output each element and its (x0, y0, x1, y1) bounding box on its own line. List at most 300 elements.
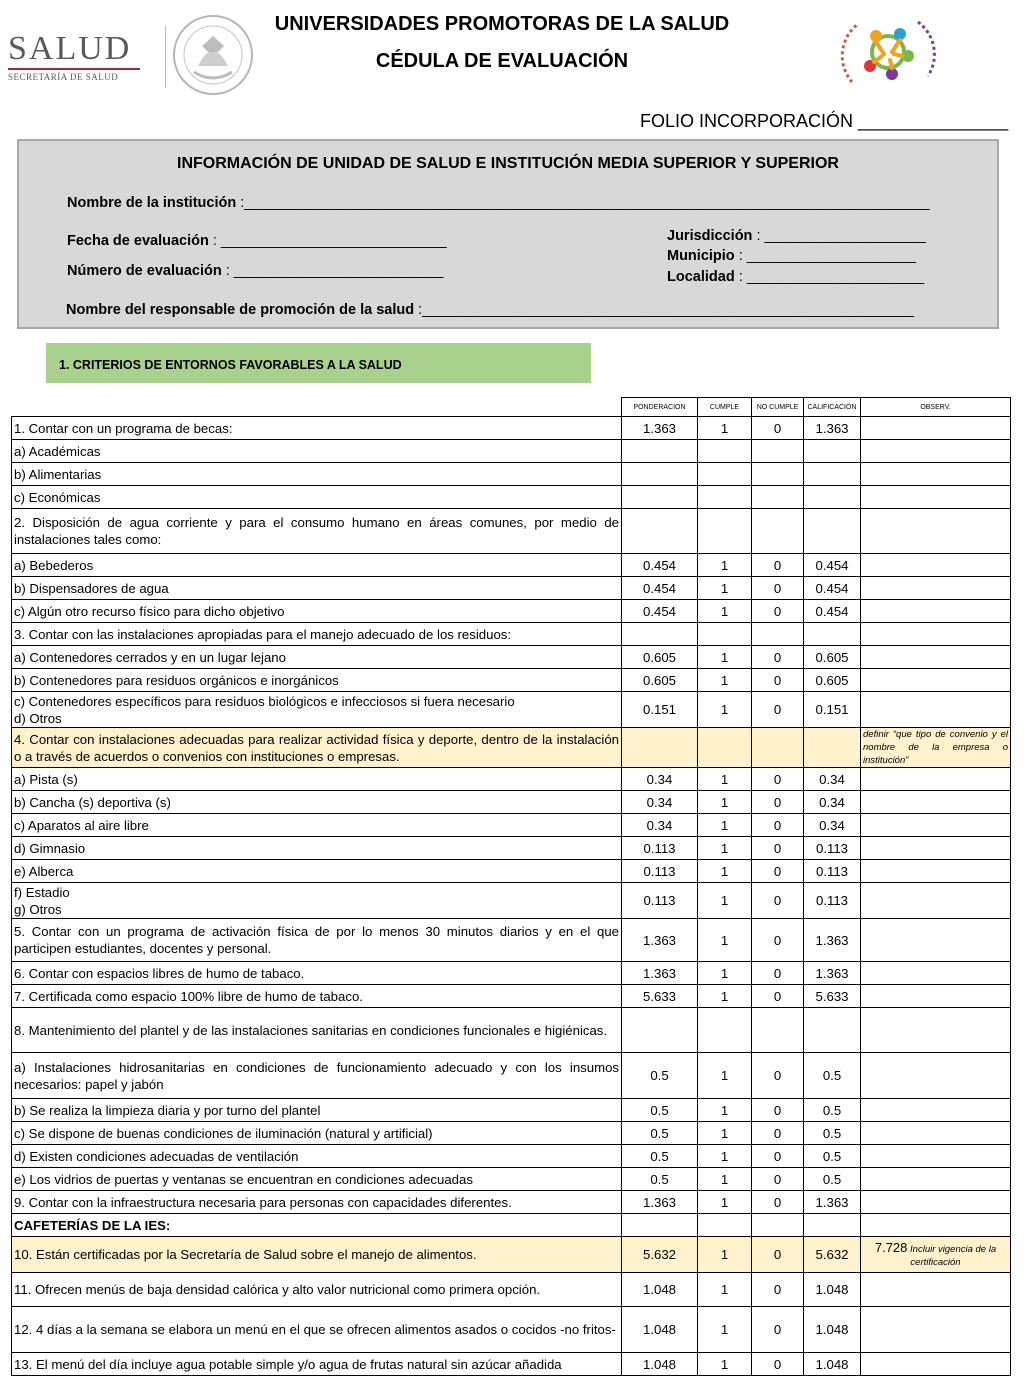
table-row (12, 985, 1011, 1008)
criterion-text: b) Se realiza la limpieza diaria y por turno del plantel (14, 1102, 321, 1118)
criterion-text: c) Se dispone de buenas condiciones de iluminación (natural y artificial) (14, 1125, 433, 1141)
ponderacion-cell[interactable]: 1.363 (622, 1191, 698, 1214)
observ-cell[interactable] (861, 509, 1011, 554)
cumple-cell[interactable]: 1 (698, 646, 752, 669)
table-row (12, 554, 1011, 577)
observ-cell[interactable] (861, 554, 1011, 577)
criterion-cell (12, 728, 622, 768)
cumple-cell[interactable]: 1 (698, 837, 752, 860)
observ-cell[interactable] (861, 1214, 1011, 1237)
table-row (12, 1273, 1011, 1307)
municipio-field[interactable] (667, 248, 916, 264)
criterion-text: e) Los vidrios de puertas y ventanas se encuentran en condiciones adecuadas (14, 1171, 473, 1187)
criterion-text: b) Cancha (s) deportiva (s) (14, 794, 171, 810)
calificacion-cell[interactable] (804, 440, 861, 463)
fecha-field[interactable] (67, 233, 447, 249)
table-row (12, 440, 1011, 463)
criterion-text: 1. Contar con un programa de becas: (14, 420, 233, 436)
no-cumple-cell[interactable] (752, 1008, 804, 1053)
cumple-cell[interactable]: 1 (698, 1168, 752, 1191)
no-cumple-cell[interactable] (752, 463, 804, 486)
observ-cell[interactable] (861, 1273, 1011, 1307)
table-header-row (12, 398, 1011, 417)
criterion-cell (12, 1307, 622, 1353)
cumple-cell[interactable]: 1 (698, 1353, 752, 1376)
cumple-cell[interactable]: 1 (698, 1191, 752, 1214)
observ-cell[interactable] (861, 791, 1011, 814)
criterion-cell (12, 860, 622, 883)
ponderacion-cell[interactable] (622, 440, 698, 463)
observ-cell[interactable] (861, 1353, 1011, 1376)
no-cumple-cell[interactable] (752, 623, 804, 646)
observ-cell[interactable] (861, 417, 1011, 440)
calificacion-cell[interactable]: 0.454 (804, 554, 861, 577)
no-cumple-cell[interactable]: 0 (752, 837, 804, 860)
cumple-cell[interactable]: 1 (698, 1122, 752, 1145)
calificacion-cell[interactable]: 1.363 (804, 962, 861, 985)
criterion-cell (12, 768, 622, 791)
table-row (12, 768, 1011, 791)
table-row (12, 814, 1011, 837)
responsable-line: :_____________________________________________________________ (414, 302, 915, 318)
institucion-field[interactable] (67, 195, 930, 211)
observ-cell[interactable] (861, 1168, 1011, 1191)
calificacion-cell[interactable] (804, 728, 861, 768)
criterion-text: 2. Disposición de agua corriente y para el consumo humano en áreas comunes, por medio de instalaciones tales como: (14, 515, 619, 547)
criterion-text: f) Estadio (14, 884, 70, 900)
no-cumple-cell[interactable]: 0 (752, 692, 804, 728)
calificacion-cell[interactable]: 0.5 (804, 1122, 861, 1145)
table-row (12, 623, 1011, 646)
no-cumple-cell[interactable]: 0 (752, 417, 804, 440)
table-header-observ: OBSERV. (861, 398, 1011, 417)
observ-cell[interactable] (861, 463, 1011, 486)
localidad-label: Localidad (667, 269, 735, 285)
municipio-line: : _____________________ (734, 248, 917, 264)
cumple-cell[interactable] (698, 728, 752, 768)
ponderacion-cell[interactable]: 1.363 (622, 962, 698, 985)
criterion-cell (12, 463, 622, 486)
calificacion-cell[interactable] (804, 1008, 861, 1053)
criterion-text: 6. Contar con espacios libres de humo de tabaco. (14, 965, 305, 981)
ponderacion-cell[interactable]: 0.454 (622, 577, 698, 600)
ponderacion-cell[interactable]: 0.151 (622, 692, 698, 728)
ponderacion-cell[interactable] (622, 623, 698, 646)
no-cumple-cell[interactable]: 0 (752, 860, 804, 883)
no-cumple-cell[interactable]: 0 (752, 814, 804, 837)
cumple-cell[interactable]: 1 (698, 1273, 752, 1307)
criterion-text-secondary: d) Otros (14, 710, 62, 726)
institucion-line: :_____________________________________________________________________________________ (236, 195, 930, 211)
table-header-ponderacion: PONDERACION (622, 398, 698, 417)
ponderacion-cell[interactable] (622, 509, 698, 554)
ponderacion-cell[interactable]: 5.633 (622, 985, 698, 1008)
cumple-cell[interactable]: 1 (698, 1145, 752, 1168)
criterion-text: a) Académicas (14, 443, 101, 459)
cumple-cell[interactable]: 1 (698, 985, 752, 1008)
criterion-cell (12, 554, 622, 577)
criterion-cell (12, 791, 622, 814)
observ-cell[interactable] (861, 1307, 1011, 1353)
cumple-cell[interactable]: 1 (698, 417, 752, 440)
calificacion-cell[interactable]: 0.34 (804, 768, 861, 791)
table-header-criterion (12, 398, 622, 417)
criterion-cell (12, 1008, 622, 1053)
table-row (12, 883, 1011, 919)
folio-incorporacion: FOLIO INCORPORACIÓN _______________ (640, 111, 1009, 131)
cumple-cell[interactable] (698, 623, 752, 646)
criterion-cell (12, 1099, 622, 1122)
observ-cell[interactable] (861, 1053, 1011, 1099)
table-row (12, 509, 1011, 554)
table-row (12, 669, 1011, 692)
salud-logo-word: SALUD (8, 30, 132, 67)
observ-cell[interactable] (861, 623, 1011, 646)
localidad-line: : ______________________ (734, 269, 925, 285)
criterion-cell (12, 1273, 622, 1307)
salud-logo-subtitle: SECRETARÍA DE SALUD (8, 72, 119, 82)
no-cumple-cell[interactable]: 0 (752, 1145, 804, 1168)
calificacion-cell[interactable]: 5.633 (804, 985, 861, 1008)
observ-cell[interactable] (861, 577, 1011, 600)
cumple-cell[interactable] (698, 509, 752, 554)
criterion-cell (12, 814, 622, 837)
criterion-cell (12, 1191, 622, 1214)
no-cumple-cell[interactable]: 0 (752, 791, 804, 814)
observ-cell[interactable] (861, 646, 1011, 669)
no-cumple-cell[interactable]: 0 (752, 985, 804, 1008)
no-cumple-cell[interactable]: 0 (752, 669, 804, 692)
no-cumple-cell[interactable] (752, 486, 804, 509)
ponderacion-cell[interactable] (622, 728, 698, 768)
table-header-no-cumple: NO CUMPLE (752, 398, 804, 417)
table-row (12, 1145, 1011, 1168)
cumple-cell[interactable]: 1 (698, 1307, 752, 1353)
observ-score: 7.728 (874, 1239, 908, 1255)
criterion-text: a) Pista (s) (14, 771, 78, 787)
criterion-cell (12, 417, 622, 440)
calificacion-cell[interactable]: 0.5 (804, 1099, 861, 1122)
criterion-cell (12, 646, 622, 669)
ponderacion-cell[interactable]: 5.632 (622, 1237, 698, 1273)
criterion-cell (12, 1168, 622, 1191)
ponderacion-cell[interactable] (622, 1008, 698, 1053)
observ-cell[interactable] (861, 919, 1011, 962)
table-header-calificacion: CALIFICACIÓN (804, 398, 861, 417)
criterion-text: b) Contenedores para residuos orgánicos e inorgánicos (14, 672, 339, 688)
criterion-text: 12. 4 días a la semana se elabora un menú en el que se ofrecen alimentos asados o cocidos -no fritos- (14, 1322, 616, 1337)
calificacion-cell[interactable]: 1.048 (804, 1353, 861, 1376)
criterion-cell (12, 962, 622, 985)
observ-cell[interactable] (861, 1237, 1011, 1273)
observ-cell[interactable] (861, 883, 1011, 919)
no-cumple-cell[interactable]: 0 (752, 554, 804, 577)
calificacion-cell[interactable] (804, 1214, 861, 1237)
calificacion-cell[interactable] (804, 463, 861, 486)
criterion-text: d) Existen condiciones adecuadas de ventilación (14, 1148, 299, 1164)
cumple-cell[interactable]: 1 (698, 600, 752, 623)
observ-cell[interactable] (861, 1191, 1011, 1214)
calificacion-cell[interactable]: 0.34 (804, 814, 861, 837)
criterion-cell (12, 1122, 622, 1145)
ponderacion-cell[interactable]: 0.5 (622, 1053, 698, 1099)
no-cumple-cell[interactable]: 0 (752, 962, 804, 985)
no-cumple-cell[interactable]: 0 (752, 1237, 804, 1273)
ponderacion-cell[interactable] (622, 1214, 698, 1237)
observ-cell[interactable] (861, 1122, 1011, 1145)
cumple-cell[interactable]: 1 (698, 554, 752, 577)
criterion-text: 11. Ofrecen menús de baja densidad calórica y alto valor nutricional como primera opción. (14, 1282, 541, 1297)
criterion-text: a) Bebederos (14, 557, 94, 573)
calificacion-cell[interactable]: 0.5 (804, 1145, 861, 1168)
document-title: UNIVERSIDADES PROMOTORAS DE LA SALUD (274, 13, 730, 35)
calificacion-cell[interactable]: 0.454 (804, 577, 861, 600)
ponderacion-cell[interactable]: 0.605 (622, 669, 698, 692)
table-header-cumple: CUMPLE (698, 398, 752, 417)
table-row (12, 860, 1011, 883)
calificacion-cell[interactable]: 1.048 (804, 1307, 861, 1353)
table-row (12, 417, 1011, 440)
cumple-cell[interactable]: 1 (698, 919, 752, 962)
observ-cell[interactable] (861, 600, 1011, 623)
calificacion-cell[interactable]: 0.113 (804, 860, 861, 883)
no-cumple-cell[interactable]: 0 (752, 1191, 804, 1214)
criterion-text: 3. Contar con las instalaciones apropiadas para el manejo adecuado de los residuos: (14, 626, 512, 642)
table-row (12, 1053, 1011, 1099)
observ-cell[interactable] (861, 486, 1011, 509)
table-row (12, 962, 1011, 985)
criterion-text: c) Aparatos al aire libre (14, 817, 149, 833)
table-row (12, 1168, 1011, 1191)
criterion-cell (12, 486, 622, 509)
cumple-cell[interactable] (698, 1008, 752, 1053)
calificacion-cell[interactable]: 0.605 (804, 646, 861, 669)
observ-cell[interactable] (861, 985, 1011, 1008)
no-cumple-cell[interactable]: 0 (752, 1053, 804, 1099)
criterion-text: 4. Contar con instalaciones adecuadas para realizar actividad física y deporte, dentro de la instalación o a través de acuerdos o convenios con instituciones o empresas. (14, 731, 619, 764)
criterion-cell (12, 600, 622, 623)
table-row (12, 837, 1011, 860)
criterion-text: 8. Mantenimiento del plantel y de las instalaciones sanitarias en condiciones funcionales e higiénicas. (14, 1022, 608, 1038)
observ-cell[interactable] (861, 1008, 1011, 1053)
ponderacion-cell[interactable]: 0.34 (622, 791, 698, 814)
no-cumple-cell[interactable]: 0 (752, 646, 804, 669)
observ-cell[interactable] (861, 814, 1011, 837)
ponderacion-cell[interactable]: 0.605 (622, 646, 698, 669)
no-cumple-cell[interactable]: 0 (752, 883, 804, 919)
criterion-cell (12, 1237, 622, 1273)
cumple-cell[interactable] (698, 463, 752, 486)
ponderacion-cell[interactable]: 0.5 (622, 1168, 698, 1191)
calificacion-cell[interactable] (804, 486, 861, 509)
observ-cell[interactable] (861, 1099, 1011, 1122)
criterion-text: d) Gimnasio (14, 840, 86, 856)
calificacion-cell[interactable] (804, 509, 861, 554)
criterion-cell (12, 1053, 622, 1099)
no-cumple-cell[interactable]: 0 (752, 1122, 804, 1145)
no-cumple-cell[interactable] (752, 728, 804, 768)
no-cumple-cell[interactable]: 0 (752, 600, 804, 623)
criterion-cell (12, 509, 622, 554)
no-cumple-cell[interactable] (752, 509, 804, 554)
cumple-cell[interactable]: 1 (698, 768, 752, 791)
fecha-label: Fecha de evaluación (67, 233, 209, 249)
no-cumple-cell[interactable]: 0 (752, 919, 804, 962)
criteria-table-body (12, 417, 1011, 1376)
ponderacion-cell[interactable]: 0.113 (622, 837, 698, 860)
observ-cell[interactable] (861, 440, 1011, 463)
ponderacion-cell[interactable] (622, 463, 698, 486)
no-cumple-cell[interactable]: 0 (752, 577, 804, 600)
document-subtitle: CÉDULA DE EVALUACIÓN (375, 50, 629, 72)
institucion-label: Nombre de la institución (67, 195, 237, 211)
calificacion-cell[interactable]: 0.605 (804, 669, 861, 692)
table-row (12, 1008, 1011, 1053)
calificacion-cell[interactable]: 5.632 (804, 1237, 861, 1273)
criterion-cell (12, 985, 622, 1008)
criterion-text: 13. El menú del día incluye agua potable simple y/o agua de frutas natural sin azúcar añadida (14, 1356, 562, 1372)
info-panel (17, 139, 999, 329)
criterion-cell (12, 623, 622, 646)
cumple-cell[interactable]: 1 (698, 1099, 752, 1122)
cumple-cell[interactable] (698, 440, 752, 463)
health-promotion-logo (836, 10, 940, 92)
criterion-cell (12, 1214, 622, 1237)
table-row (12, 600, 1011, 623)
cumple-cell[interactable]: 1 (698, 883, 752, 919)
criterion-cell (12, 883, 622, 919)
criterion-text: c) Algún otro recurso físico para dicho objetivo (14, 603, 285, 619)
observ-cell[interactable] (861, 860, 1011, 883)
no-cumple-cell[interactable]: 0 (752, 1353, 804, 1376)
observ-cell[interactable] (861, 962, 1011, 985)
no-cumple-cell[interactable]: 0 (752, 1099, 804, 1122)
observ-note: definir “que tipo de convenio y el nombre de la empresa o institución” (863, 729, 1008, 766)
cumple-cell[interactable] (698, 486, 752, 509)
jurisdiccion-field[interactable] (667, 228, 926, 244)
criterion-text: b) Alimentarias (14, 466, 102, 482)
calificacion-cell[interactable]: 0.34 (804, 791, 861, 814)
observ-cell[interactable] (861, 669, 1011, 692)
criterion-cell (12, 669, 622, 692)
ponderacion-cell[interactable]: 0.454 (622, 554, 698, 577)
calificacion-cell[interactable]: 0.113 (804, 837, 861, 860)
calificacion-cell[interactable]: 0.5 (804, 1168, 861, 1191)
ponderacion-cell[interactable]: 1.048 (622, 1307, 698, 1353)
table-row (12, 1214, 1011, 1237)
numero-field[interactable] (67, 263, 443, 279)
calificacion-cell[interactable]: 0.5 (804, 1053, 861, 1099)
criterion-text: e) Alberca (14, 863, 74, 879)
cumple-cell[interactable]: 1 (698, 669, 752, 692)
responsable-field[interactable] (66, 302, 914, 318)
no-cumple-cell[interactable]: 0 (752, 768, 804, 791)
criterion-cell (12, 692, 622, 728)
no-cumple-cell[interactable] (752, 1214, 804, 1237)
criteria-table (11, 397, 1011, 1376)
ponderacion-cell[interactable]: 0.5 (622, 1099, 698, 1122)
calificacion-cell[interactable]: 1.363 (804, 919, 861, 962)
criterion-text-secondary: g) Otros (14, 901, 62, 917)
numero-label: Número de evaluación (67, 263, 222, 279)
criterion-cell (12, 919, 622, 962)
criterion-text: 9. Contar con la infraestructura necesaria para personas con capacidades diferentes. (14, 1194, 512, 1210)
localidad-field[interactable] (667, 269, 924, 285)
criterion-text: b) Dispensadores de agua (14, 580, 169, 596)
no-cumple-cell[interactable]: 0 (752, 1168, 804, 1191)
ponderacion-cell[interactable]: 1.048 (622, 1353, 698, 1376)
ponderacion-cell[interactable]: 1.363 (622, 417, 698, 440)
numero-line: : __________________________ (221, 263, 444, 279)
observ-cell[interactable] (861, 692, 1011, 728)
cumple-cell[interactable]: 1 (698, 692, 752, 728)
responsable-label: Nombre del responsable de promoción de la salud (66, 302, 415, 318)
ponderacion-cell[interactable]: 1.363 (622, 919, 698, 962)
ponderacion-cell[interactable]: 0.5 (622, 1122, 698, 1145)
cumple-cell[interactable]: 1 (698, 860, 752, 883)
table-row (12, 919, 1011, 962)
criterion-text: CAFETERÍAS DE LA IES: (14, 1217, 171, 1233)
criterion-cell (12, 440, 622, 463)
ponderacion-cell[interactable]: 0.34 (622, 768, 698, 791)
observ-note: Incluir vigencia de la certificación (910, 1243, 997, 1268)
observ-cell[interactable] (861, 1145, 1011, 1168)
cumple-cell[interactable]: 1 (698, 791, 752, 814)
municipio-label: Municipio (667, 248, 735, 264)
calificacion-cell[interactable]: 0.454 (804, 600, 861, 623)
calificacion-cell[interactable]: 1.363 (804, 1191, 861, 1214)
calificacion-cell[interactable]: 0.151 (804, 692, 861, 728)
ponderacion-cell[interactable]: 0.454 (622, 600, 698, 623)
jurisdiccion-label: Jurisdicción (667, 228, 753, 244)
calificacion-cell[interactable]: 1.048 (804, 1273, 861, 1307)
criterion-text: c) Económicas (14, 489, 101, 505)
cumple-cell[interactable]: 1 (698, 962, 752, 985)
cumple-cell[interactable] (698, 1214, 752, 1237)
calificacion-cell[interactable]: 0.113 (804, 883, 861, 919)
observ-cell[interactable] (861, 728, 1011, 768)
cumple-cell[interactable]: 1 (698, 814, 752, 837)
criterion-cell (12, 577, 622, 600)
ponderacion-cell[interactable]: 0.5 (622, 1145, 698, 1168)
table-row (12, 1353, 1011, 1376)
cumple-cell[interactable]: 1 (698, 1237, 752, 1273)
no-cumple-cell[interactable]: 0 (752, 1307, 804, 1353)
cumple-cell[interactable]: 1 (698, 577, 752, 600)
ponderacion-cell[interactable]: 0.34 (622, 814, 698, 837)
fecha-line: : ____________________________ (208, 233, 447, 249)
ponderacion-cell[interactable]: 0.113 (622, 860, 698, 883)
ponderacion-cell[interactable]: 0.113 (622, 883, 698, 919)
ponderacion-cell[interactable]: 1.048 (622, 1273, 698, 1307)
ponderacion-cell[interactable] (622, 486, 698, 509)
table-row (12, 692, 1011, 728)
no-cumple-cell[interactable]: 0 (752, 1273, 804, 1307)
criterion-text: a) Contenedores cerrados y en un lugar lejano (14, 649, 286, 665)
no-cumple-cell[interactable] (752, 440, 804, 463)
table-row (12, 1099, 1011, 1122)
table-row (12, 728, 1011, 768)
observ-cell[interactable] (861, 768, 1011, 791)
criterion-text: 10. Están certificadas por la Secretaría de Salud sobre el manejo de alimentos. (14, 1247, 477, 1262)
cumple-cell[interactable]: 1 (698, 1053, 752, 1099)
table-row (12, 1237, 1011, 1273)
calificacion-cell[interactable] (804, 623, 861, 646)
criterion-text: 7. Certificada como espacio 100% libre de humo de tabaco. (14, 988, 363, 1004)
observ-cell[interactable] (861, 837, 1011, 860)
calificacion-cell[interactable]: 1.363 (804, 417, 861, 440)
table-row (12, 486, 1011, 509)
